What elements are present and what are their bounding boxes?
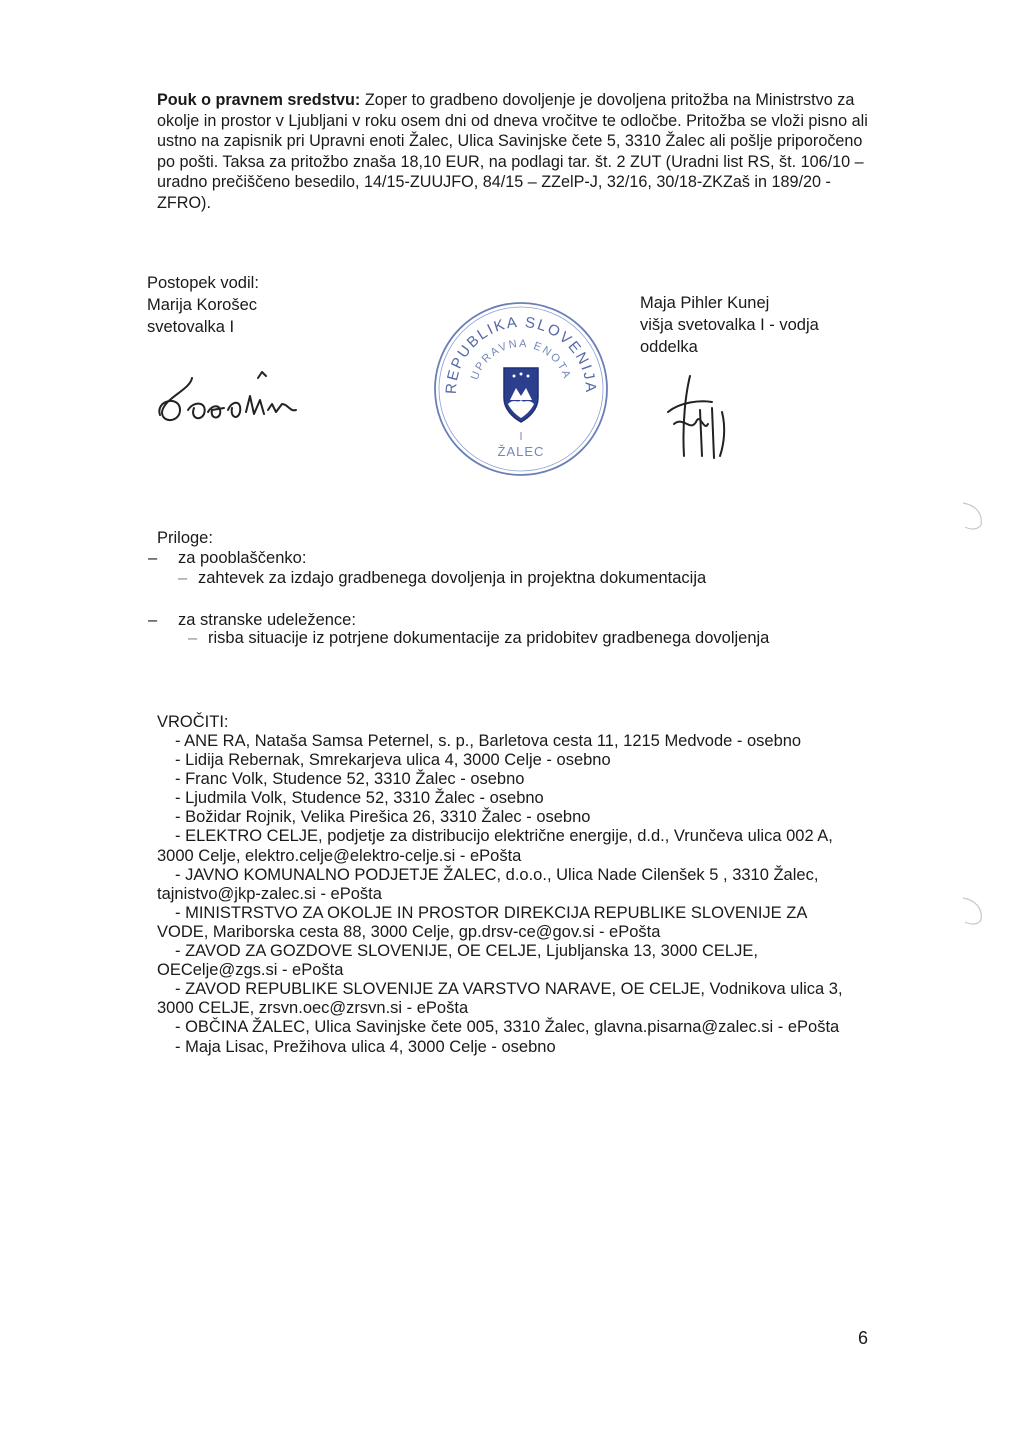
handwritten-signature-left [150, 360, 310, 440]
list-item: - Božidar Rojnik, Velika Pirešica 26, 3310 Žalec - osebno [175, 808, 591, 826]
signature-right [640, 292, 860, 358]
procedure-led-label: Postopek vodil: [147, 274, 259, 292]
stamp-text-bottom: ŽALEC [497, 444, 545, 459]
stamp-text-inner: UPRAVNA ENOTA [468, 337, 574, 382]
vrociti-title: VROČITI: [157, 713, 229, 731]
priloge-group-1-label: za pooblaščenko: [178, 549, 307, 567]
list-item: - ZAVOD REPUBLIKE SLOVENIJE ZA VARSTVO NARAVE, OE CELJE, Vodnikova ulica 3, [175, 980, 843, 998]
list-item: OECelje@zgs.si - ePošta [157, 961, 344, 979]
coat-of-arms-icon [504, 368, 538, 422]
priloge-title: Priloge: [157, 529, 213, 547]
list-item: 3000 CELJE, zrsvn.oec@zrsvn.si - ePošta [157, 999, 469, 1017]
list-item: tajnistvo@jkp-zalec.si - ePošta [157, 885, 382, 903]
official-stamp [432, 300, 610, 478]
signatory-left-name: Marija Korošec [147, 296, 258, 314]
priloge-group-1-item: – zahtevek za izdajo gradbenega dovoljenja in projektna dokumentacija [178, 569, 707, 587]
list-item: - Lidija Rebernak, Smrekarjeva ulica 4, 3000 Celje - osebno [175, 751, 611, 769]
priloge-group-2: – za stranske udeležence: [148, 611, 356, 629]
list-item: - MINISTRSTVO ZA OKOLJE IN PROSTOR DIREKCIJA REPUBLIKE SLOVENIJE ZA [175, 904, 808, 922]
list-item: - Maja Lisac, Prežihova ulica 4, 3000 Celje - osebno [175, 1038, 556, 1056]
list-item: - ZAVOD ZA GOZDOVE SLOVENIJE, OE CELJE, Ljubljanska 13, 3000 CELJE, [175, 942, 758, 960]
list-item: - ANE RA, Nataša Samsa Peternel, s. p., Barletova cesta 11, 1215 Medvode - osebno [175, 732, 802, 750]
priloge-group-2-label: za stranske udeležence: [178, 611, 356, 629]
priloge-group-2-item: – risba situacije iz potrjene dokumentacije za pridobitev gradbenega dovoljenja [188, 629, 770, 647]
page-number: 6 [857, 1328, 868, 1348]
signatory-left-role: svetovalka I [147, 318, 235, 336]
margin-mark [955, 890, 995, 930]
list-item: - JAVNO KOMUNALNO PODJETJE ŽALEC, d.o.o., Ulica Nade Cilenšek 5 , 3310 Žalec, [175, 866, 819, 884]
signatory-right-role: višja svetovalka I - vodja oddelka [640, 316, 819, 356]
pouk-heading: Pouk o pravnem sredstvu: [157, 91, 361, 109]
priloge-group-1: – za pooblaščenko: [148, 549, 307, 567]
margin-mark [955, 495, 995, 535]
list-item: - OBČINA ŽALEC, Ulica Savinjske čete 005, 3310 Žalec, glavna.pisarna@zalec.si - ePošta [175, 1018, 840, 1036]
pouk-paragraph [157, 90, 872, 213]
list-item: VODE, Mariborska cesta 88, 3000 Celje, gp.drsv-ce@gov.si - ePošta [157, 923, 661, 941]
handwritten-signature-right [660, 372, 750, 462]
list-item: - Franc Volk, Studence 52, 3310 Žalec - osebno [175, 770, 525, 788]
stamp-text-top: REPUBLIKA SLOVENIJA [442, 313, 600, 395]
list-item: 3000 Celje, elektro.celje@elektro-celje.si - ePošta [157, 847, 522, 865]
pouk-text: Zoper to gradbeno dovoljenje je dovoljena pritožba na Ministrstvo za okolje in prostor v Ljubljani v roku osem dni od dneva vročitve te odločbe. Pritožba se vloži pisno ali ustno na zapisnik pri Upravni enoti Žalec, Ulica Savinjske čete 5, 3310 Žalec ali pošlje priporočeno po pošti. Taksa za pritožbo znaša 18,10 EUR, na podlagi tar. št. 2 ZUT (Uradni list RS, št. 106/10 – uradno prečiščeno besedilo, 14/15-ZUUJFO, 84/15 – ZZelP-J, 32/16, 30/18-ZKZaš in 189/20 - ZFRO). [157, 91, 868, 212]
signatory-right-name: Maja Pihler Kunej [640, 294, 770, 312]
signature-left [147, 272, 259, 338]
list-item: - Ljudmila Volk, Studence 52, 3310 Žalec - osebno [175, 789, 544, 807]
list-item: - ELEKTRO CELJE, podjetje za distribucijo električne energije, d.d., Vrunčeva ulica 002 A, [175, 827, 833, 845]
